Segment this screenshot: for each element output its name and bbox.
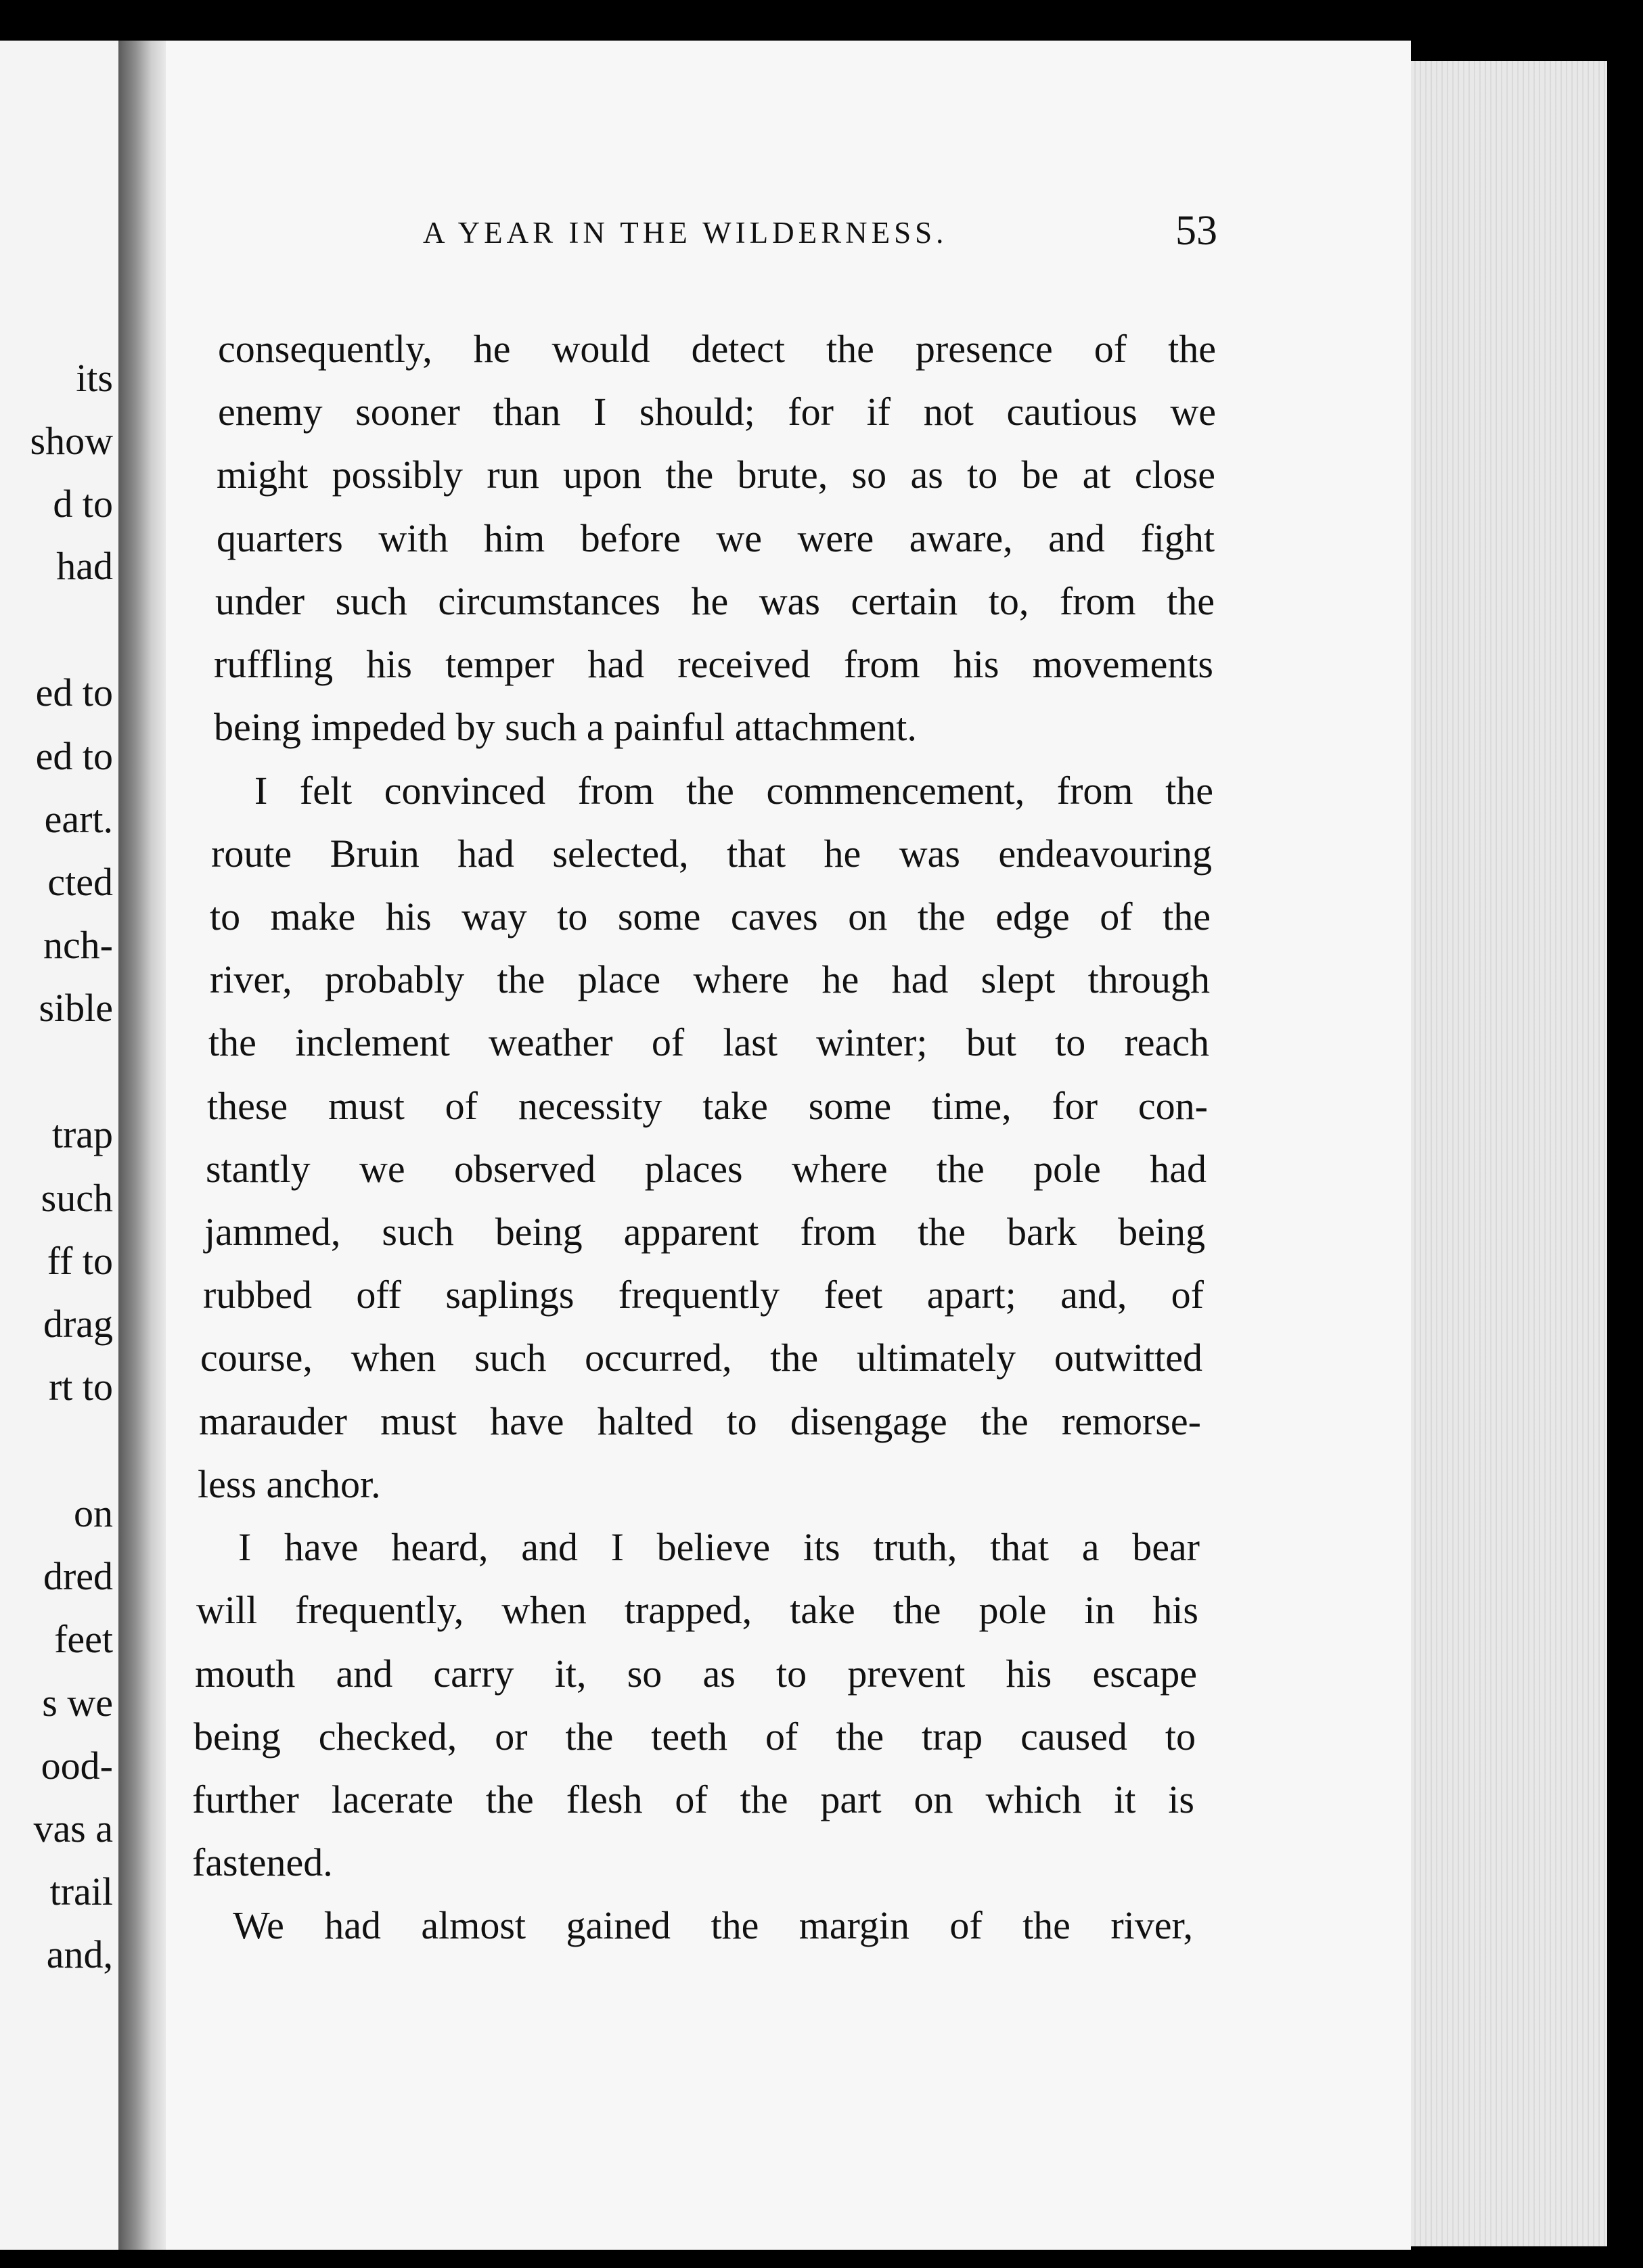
left-page-fragment: dred bbox=[43, 1554, 113, 1598]
left-page-fragment: show bbox=[30, 419, 113, 463]
left-page-fragment: d to bbox=[53, 482, 113, 526]
text-line: less anchor. bbox=[198, 1462, 381, 1506]
left-page-fragment: ed to bbox=[35, 734, 113, 778]
text-line: rubbed off saplings frequently feet apart; and, of bbox=[203, 1273, 1204, 1317]
background-edge bbox=[1607, 61, 1643, 2246]
left-page-fragment: its bbox=[76, 356, 113, 400]
text-line: consequently, he would detect the presence of the bbox=[218, 327, 1216, 371]
text-line: mouth and carry it, so as to prevent his escape bbox=[195, 1652, 1197, 1696]
left-page-fragment: ed to bbox=[35, 671, 113, 715]
text-line: route Bruin had selected, that he was endeavouring bbox=[211, 832, 1212, 876]
left-page-fragment: rt to bbox=[48, 1365, 113, 1409]
left-page-fragment: nch- bbox=[43, 923, 113, 967]
left-page-fragment: vas a bbox=[33, 1807, 113, 1851]
left-page-fragment: cted bbox=[47, 860, 113, 904]
text-line: river, probably the place where he had slept through bbox=[210, 957, 1210, 1001]
left-page bbox=[0, 41, 118, 2250]
running-head: A YEAR IN THE WILDERNESS. bbox=[423, 216, 948, 250]
text-line: I have heard, and I believe its truth, that a bear bbox=[238, 1525, 1200, 1569]
left-page-fragment: and, bbox=[46, 1932, 113, 1976]
page-edges bbox=[1411, 61, 1607, 2246]
text-line: further lacerate the flesh of the part on which it is bbox=[192, 1777, 1194, 1821]
text-line: to make his way to some caves on the edge of the bbox=[210, 894, 1211, 938]
text-line: the inclement weather of last winter; but to reach bbox=[208, 1020, 1209, 1064]
text-line: being impeded by such a painful attachment. bbox=[214, 705, 917, 749]
text-line: enemy sooner than I should; for if not cautious we bbox=[218, 390, 1216, 434]
left-page-fragment: trail bbox=[49, 1869, 113, 1913]
text-line: will frequently, when trapped, take the pole in his bbox=[196, 1588, 1198, 1632]
text-line: stantly we observed places where the pole had bbox=[206, 1147, 1207, 1191]
left-page-fragment: ff to bbox=[47, 1239, 113, 1283]
text-line: ruffling his temper had received from his movements bbox=[214, 642, 1213, 686]
book-gutter bbox=[118, 41, 166, 2250]
text-line: We had almost gained the margin of the river, bbox=[233, 1903, 1193, 1947]
left-page-fragment: s we bbox=[42, 1681, 113, 1725]
text-line: being checked, or the teeth of the trap caused to bbox=[194, 1715, 1196, 1759]
left-page-fragment: sible bbox=[39, 986, 113, 1030]
text-line: course, when such occurred, the ultimately outwitted bbox=[200, 1336, 1202, 1380]
text-line: quarters with him before we were aware, and fight bbox=[217, 516, 1215, 560]
text-line: under such circumstances he was certain to, from the bbox=[215, 579, 1215, 623]
left-page-fragment: such bbox=[41, 1176, 113, 1220]
left-page-fragment: had bbox=[56, 544, 113, 588]
text-line: might possibly run upon the brute, so as to be at close bbox=[217, 453, 1215, 497]
text-line: marauder must have halted to disengage the remorse- bbox=[199, 1399, 1201, 1443]
text-line: jammed, such being apparent from the bark being bbox=[204, 1210, 1205, 1254]
page-number: 53 bbox=[1175, 208, 1217, 254]
left-page-fragment: trap bbox=[51, 1112, 113, 1156]
text-line: these must of necessity take some time, for con- bbox=[207, 1084, 1208, 1128]
left-page-fragment: feet bbox=[54, 1617, 113, 1661]
text-line: fastened. bbox=[192, 1840, 333, 1884]
text-line: I felt convinced from the commencement, from the bbox=[254, 769, 1213, 813]
left-page-fragment: eart. bbox=[44, 797, 113, 841]
left-page-fragment: ood- bbox=[41, 1744, 113, 1788]
left-page-fragment: drag bbox=[43, 1302, 113, 1346]
left-page-fragment: on bbox=[74, 1491, 113, 1535]
